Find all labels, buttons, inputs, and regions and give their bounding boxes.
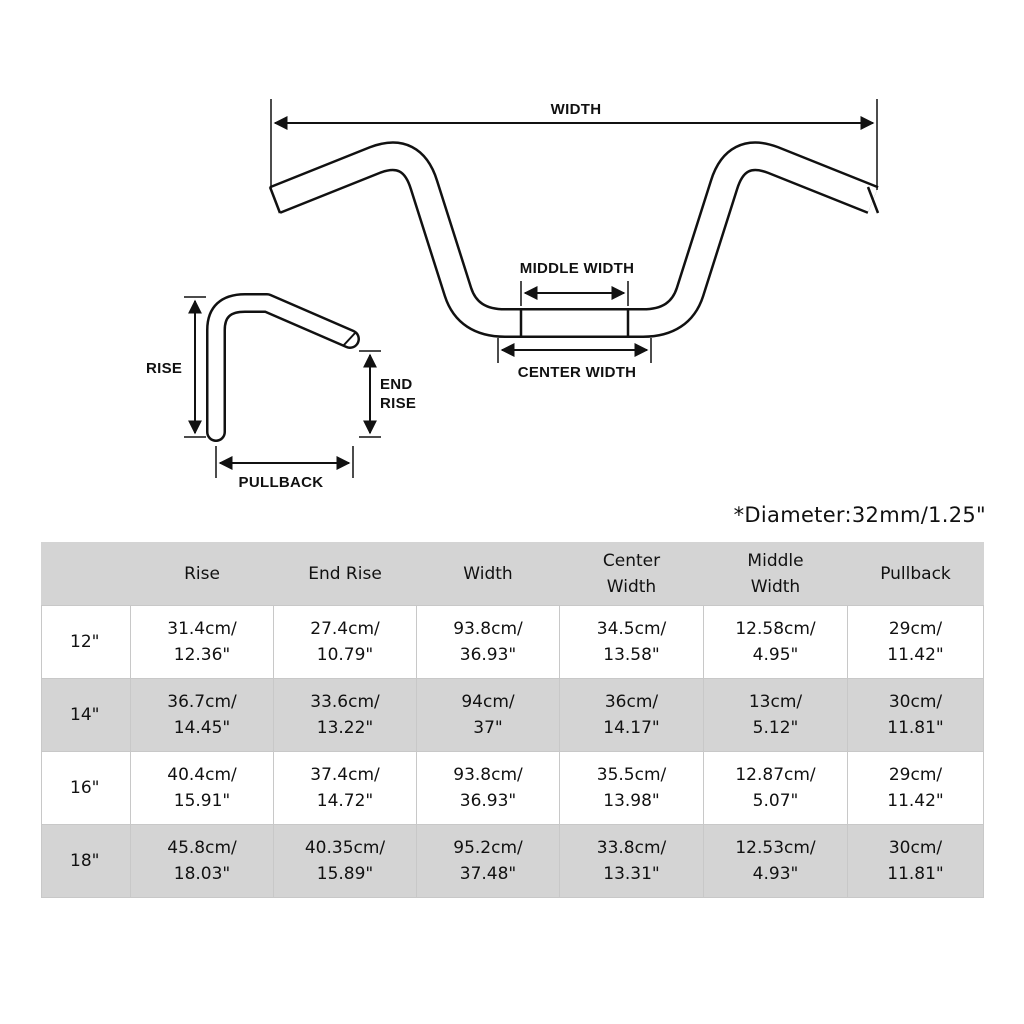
table-cell: 31.4cm/ 12.36" (131, 606, 274, 679)
table-cell: 30cm/ 11.81" (848, 679, 984, 752)
pullback-label: PULLBACK (238, 474, 324, 491)
table-cell: 12.87cm/ 5.07" (704, 752, 848, 825)
table-row (42, 679, 984, 752)
table-cell: 94cm/ 37" (417, 679, 560, 752)
table-cell: 12.53cm/ 4.93" (704, 825, 848, 898)
table-cell: 36cm/ 14.17" (560, 679, 704, 752)
center-width-label: CENTER WIDTH (517, 364, 637, 381)
table-row (42, 825, 984, 898)
table-row (42, 606, 984, 679)
table-cell: 40.35cm/ 15.89" (274, 825, 417, 898)
middle-width-label: MIDDLE WIDTH (519, 260, 635, 277)
table-cell: 45.8cm/ 18.03" (131, 825, 274, 898)
header-cell-rise: Rise (131, 543, 274, 606)
table-cell: 93.8cm/ 36.93" (417, 752, 560, 825)
middle-width-dimension (520, 260, 634, 306)
table-cell: 29cm/ 11.42" (848, 752, 984, 825)
end-rise-label-line2: RISE (380, 395, 417, 412)
header-cell-width: Width (417, 543, 560, 606)
table-cell: 93.8cm/ 36.93" (417, 606, 560, 679)
table-cell: 37.4cm/ 14.72" (274, 752, 417, 825)
size-cell: 18" (42, 825, 131, 898)
width-label: WIDTH (550, 101, 602, 118)
table-cell: 35.5cm/ 13.98" (560, 752, 704, 825)
table-cell: 34.5cm/ 13.58" (560, 606, 704, 679)
handlebar-side-view (216, 303, 356, 432)
rise-label: RISE (146, 360, 183, 377)
header-cell-middle-width: Middle Width (704, 543, 848, 606)
rise-dimension (146, 297, 206, 437)
end-rise-label-line1: END (380, 376, 413, 393)
table-cell: 13cm/ 5.12" (704, 679, 848, 752)
header-cell-pullback: Pullback (848, 543, 984, 606)
table-cell: 29cm/ 11.42" (848, 606, 984, 679)
spec-table (41, 542, 984, 898)
header-cell-center-width: Center Width (560, 543, 704, 606)
header-cell-end-rise: End Rise (274, 543, 417, 606)
pullback-dimension (216, 446, 353, 491)
table-cell: 12.58cm/ 4.95" (704, 606, 848, 679)
handlebar-front-view (270, 156, 878, 337)
table-cell: 33.8cm/ 13.31" (560, 825, 704, 898)
table-cell: 30cm/ 11.81" (848, 825, 984, 898)
center-width-dimension (498, 338, 651, 381)
table-cell: 40.4cm/ 15.91" (131, 752, 274, 825)
size-cell: 14" (42, 679, 131, 752)
size-cell: 16" (42, 752, 131, 825)
table-row (42, 752, 984, 825)
diameter-note: *Diameter:32mm/1.25" (733, 503, 986, 527)
table-cell: 33.6cm/ 13.22" (274, 679, 417, 752)
table-cell: 95.2cm/ 37.48" (417, 825, 560, 898)
table-cell: 27.4cm/ 10.79" (274, 606, 417, 679)
table-cell: 36.7cm/ 14.45" (131, 679, 274, 752)
end-rise-dimension (359, 351, 416, 437)
table-header-row (42, 543, 984, 606)
handlebar-diagram (0, 0, 1024, 500)
size-cell: 12" (42, 606, 131, 679)
header-cell-size (42, 543, 131, 606)
